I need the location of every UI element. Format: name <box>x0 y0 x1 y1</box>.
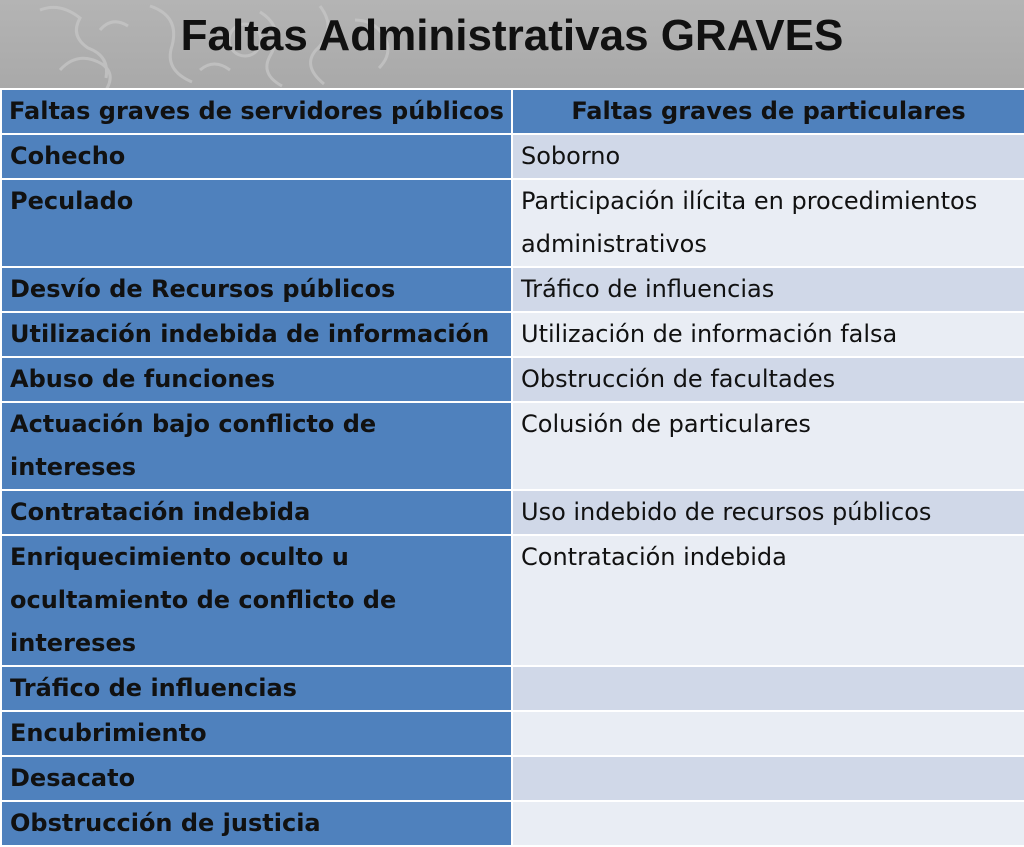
table-row <box>1 756 1024 801</box>
particular-cell <box>512 801 1024 846</box>
table-row <box>1 711 1024 756</box>
particular-cell <box>512 666 1024 711</box>
particular-cell: Colusión de particulares <box>512 402 1024 490</box>
table-row <box>1 535 1024 666</box>
table-row <box>1 402 1024 490</box>
servidor-cell: Desacato <box>1 756 512 801</box>
servidor-cell: Utilización indebida de información <box>1 312 512 357</box>
servidor-cell: Obstrucción de justicia <box>1 801 512 846</box>
title-band <box>0 0 1024 88</box>
particular-cell: Tráfico de influencias <box>512 267 1024 312</box>
particular-cell <box>512 711 1024 756</box>
servidor-cell: Contratación indebida <box>1 490 512 535</box>
servidor-cell: Enriquecimiento oculto u ocultamiento de conflicto de intereses <box>1 535 512 666</box>
table-row <box>1 312 1024 357</box>
table-row <box>1 666 1024 711</box>
table-row <box>1 179 1024 267</box>
servidor-cell: Encubrimiento <box>1 711 512 756</box>
servidor-cell: Peculado <box>1 179 512 267</box>
servidor-cell: Abuso de funciones <box>1 357 512 402</box>
faltas-table <box>0 88 1024 847</box>
table-row <box>1 267 1024 312</box>
slide-title: Faltas Administrativas GRAVES <box>180 11 844 60</box>
particular-cell <box>512 756 1024 801</box>
servidor-cell: Desvío de Recursos públicos <box>1 267 512 312</box>
servidor-cell: Actuación bajo conflicto de intereses <box>1 402 512 490</box>
header-servidores: Faltas graves de servidores públicos <box>1 89 512 134</box>
servidor-cell: Tráfico de influencias <box>1 666 512 711</box>
table-row <box>1 801 1024 846</box>
particular-cell: Contratación indebida <box>512 535 1024 666</box>
table-header-row <box>1 89 1024 134</box>
header-particulares: Faltas graves de particulares <box>512 89 1024 134</box>
table-row <box>1 134 1024 179</box>
servidor-cell: Cohecho <box>1 134 512 179</box>
table-row <box>1 490 1024 535</box>
particular-cell: Uso indebido de recursos públicos <box>512 490 1024 535</box>
particular-cell: Participación ilícita en procedimientos administrativos <box>512 179 1024 267</box>
table-row <box>1 357 1024 402</box>
particular-cell: Utilización de información falsa <box>512 312 1024 357</box>
particular-cell: Soborno <box>512 134 1024 179</box>
particular-cell: Obstrucción de facultades <box>512 357 1024 402</box>
